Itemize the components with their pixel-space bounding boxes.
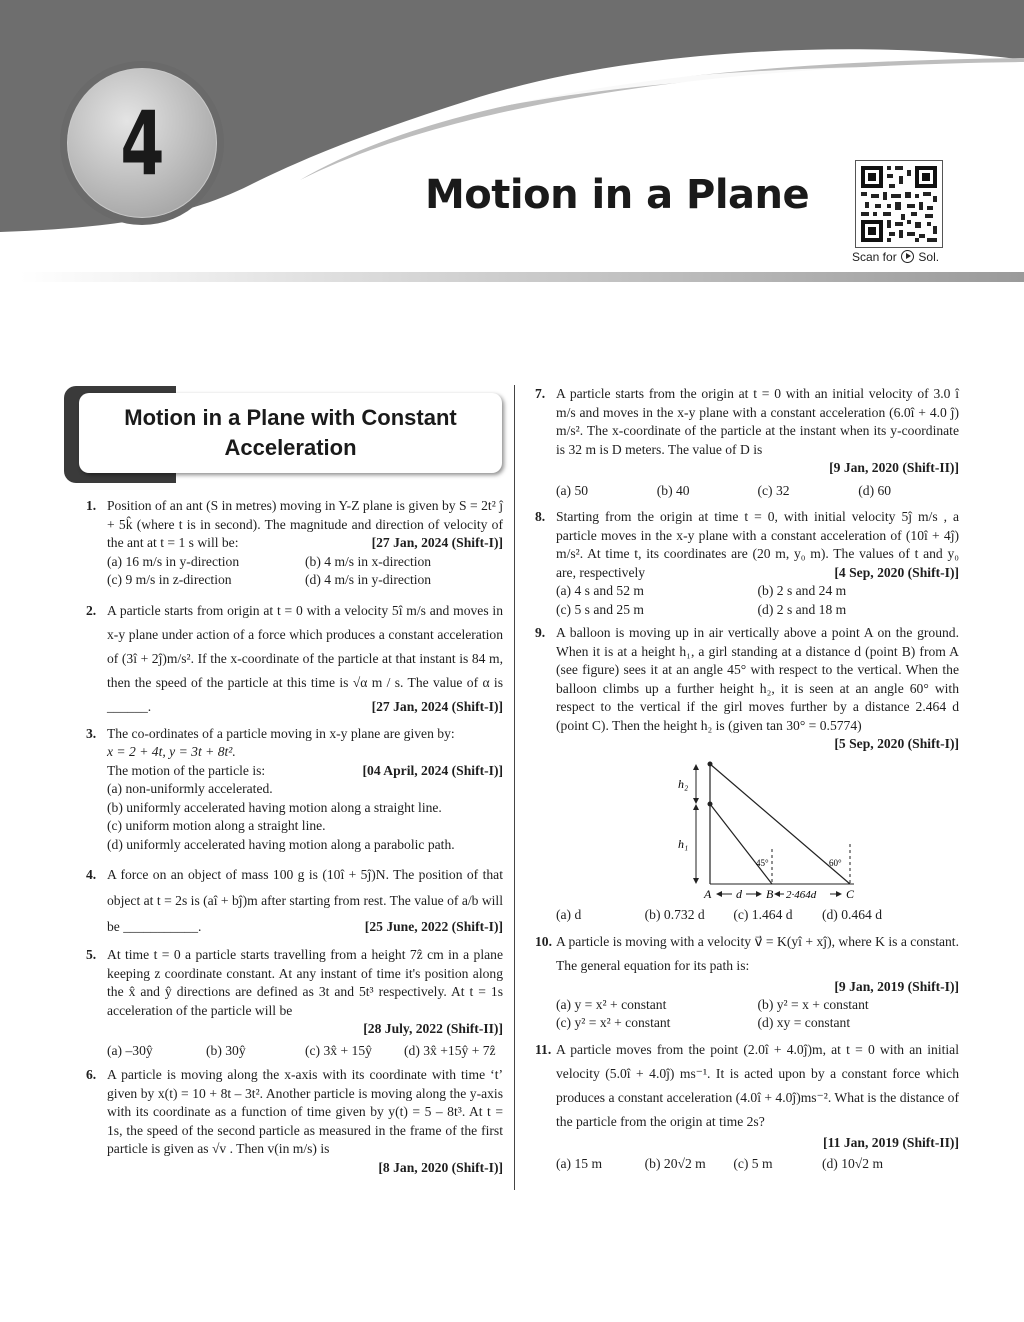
exam-tag: [4 Sep, 2020 (Shift-I)]: [834, 564, 959, 580]
question-text: A particle is moving with a velocity v⃗ = K(yî + xĵ), where K is a constant. The general equation for its path is:: [556, 934, 959, 973]
section-title: Motion in a Plane with Constant Acceleration: [124, 405, 457, 460]
label-A: A: [704, 886, 712, 901]
exam-tag: [25 June, 2022 (Shift-I)]: [364, 919, 503, 934]
option: (d) 0.464 d: [821, 906, 882, 922]
option: (b) 0.732 d: [644, 906, 705, 922]
option: (c) uniform motion along a straight line.: [107, 818, 326, 833]
left-column: [86, 497, 503, 1177]
question-text: Position of an ant (S in metres) moving in Y-Z plane is given by S = 2t² ĵ + 5k̂ (where t is in second). The magnitude and direction of velocity of the ant at t = 1 s will be:: [107, 498, 503, 550]
exam-tag: [5 Sep, 2020 (Shift-I)]: [834, 736, 959, 751]
question-3: [86, 725, 503, 855]
chapter-title: Motion in a Plane: [425, 172, 810, 218]
option: (b) y² = x + constant: [757, 997, 869, 1012]
question-number: 10.: [535, 934, 552, 949]
balloon-figure: [672, 754, 872, 902]
chapter-number: 4: [120, 92, 165, 195]
exam-tag: [04 April, 2024 (Shift-I)]: [362, 762, 503, 778]
question-number: 7.: [535, 386, 546, 401]
label-h2: h₂: [678, 776, 689, 791]
question-8: [535, 508, 959, 619]
qr-caption-right: Sol.: [918, 250, 940, 264]
question-text: A particle starts from origin at t = 0 with a velocity 5î m/s and moves in x-y plane under action of a force which produces a constant acceleration of (3î + 2ĵ)m/s². If the x-coordinate of the particle at that instant is 84 m, then the speed of the particle at this time is √α m / s. The value of α is ______.: [107, 602, 503, 714]
label-h1: h₁: [678, 836, 689, 851]
option: (c) 32: [757, 482, 790, 498]
option: (a) 16 m/s in y-direction: [107, 553, 240, 569]
question-text-2: The motion of the particle is:: [107, 762, 266, 778]
exam-tag: [27 Jan, 2024 (Shift-I)]: [371, 535, 503, 550]
qr-code[interactable]: [855, 160, 943, 248]
label-d: d: [736, 886, 742, 901]
exam-tag: [8 Jan, 2020 (Shift-I)]: [378, 1159, 503, 1175]
option: (c) 9 m/s in z-direction: [107, 572, 232, 587]
question-text: A particle is moving along the x-axis with its coordinate with time ‘t’ given by x(t) = 10 + 8t – 3t². Another particle is moving along the y-axis with its coordinate as a function of time given by y(t) = 5 – 8t³. At t = 1s, the speed of the second particle as measured in the frame of the first particle is given as √v . Then v(in m/s) is: [107, 1067, 503, 1156]
option: (a) d: [556, 906, 582, 922]
label-C: C: [846, 886, 855, 901]
question-number: 2.: [86, 602, 97, 618]
option: (c) 3x̂ + 15ŷ: [305, 1042, 372, 1058]
question-equation: x = 2 + 4t, y = 3t + 8t².: [107, 744, 236, 759]
question-text: A particle moves from the point (2.0î + 4.0ĵ)m, at t = 0 with an initial velocity (5.0î + 4.0ĵ) ms⁻¹. It is acted upon by a constant force which produces a constant acceleration (4.0î + 4.0ĵ)ms⁻². What is the distance of the particle from the origin at time 2s?: [556, 1042, 959, 1129]
question-9: [535, 624, 959, 924]
option: (b) 2 s and 24 m: [757, 583, 847, 598]
play-icon: [901, 250, 914, 263]
question-text: A particle starts from the origin at t = 0 with an initial velocity of 3.0 î m/s and moves in the x-y plane with a constant acceleration (6.0î + 4.0 ĵ) m/s². The x-coordinate of the particle at the instant when its y-coordinate is 32 m is D meters. The value of D is: [556, 386, 959, 457]
question-number: 1.: [86, 498, 97, 513]
question-10: [535, 930, 959, 1032]
question-number: 8.: [535, 509, 546, 524]
question-text: A force on an object of mass 100 g is (10î + 5ĵ)N. The position of that object at t = 2s is (aî + bĵ)m after starting from rest. The value of a/b will be ___________.: [107, 867, 503, 934]
option: (b) 40: [656, 482, 690, 498]
question-11: [535, 1038, 959, 1176]
option: (a) y = x² + constant: [556, 997, 667, 1012]
label-2464d: 2·464d: [786, 888, 817, 901]
option: (d) 3x̂ +15ŷ + 7ẑ: [404, 1042, 496, 1058]
option: (c) 1.464 d: [733, 906, 793, 922]
question-number: 4.: [86, 867, 97, 882]
question-text: The co-ordinates of a particle moving in x-y plane are given by:: [107, 725, 455, 741]
question-6: [86, 1066, 503, 1177]
option: (a) 50: [556, 482, 589, 498]
option: (a) non-uniformly accelerated.: [107, 781, 273, 796]
question-number: 6.: [86, 1067, 97, 1082]
exam-tag: [11 Jan, 2019 (Shift-II)]: [823, 1135, 959, 1150]
option: (d) 10√2 m: [821, 1156, 884, 1171]
section-title-box: [79, 393, 502, 473]
exam-tag: [9 Jan, 2020 (Shift-II)]: [829, 460, 959, 475]
option: (c) y² = x² + constant: [556, 1015, 671, 1030]
column-divider: [514, 385, 515, 1190]
question-number: 5.: [86, 947, 97, 962]
question-number: 9.: [535, 625, 546, 640]
header-rule: [20, 272, 1024, 282]
question-text: A balloon is moving up in air vertically above a point A on the ground. When it is at a height h₁, a girl standing at a distance d (point B) from A (see figure) sees it at an angle 45° with respect to the vertical. When the balloon climbs up a further height h₂, it is seen at an angle 60° with respect to the vertical if the girl moves further by a distance 2.464 d (point C). Then the height h₂ is (given tan 30° = 0.5774): [556, 625, 959, 733]
label-angle-45: 45°: [756, 857, 769, 868]
exam-tag: [28 July, 2022 (Shift-II)]: [363, 1021, 503, 1036]
question-text: Starting from the origin at time t = 0, with initial velocity 5ĵ m/s , a particle moves in the x-y plane with a constant acceleration of (10î + 4ĵ) m/s². At time t, its coordinates are (20 m, y₀ m). The values of t and y₀ are, respectively: [556, 509, 959, 580]
option: (a) –30ŷ: [107, 1042, 153, 1058]
option: (c) 5 s and 25 m: [556, 601, 644, 617]
option: (b) 4 m/s in x-direction: [305, 553, 432, 569]
question-2: [86, 599, 503, 719]
option: (d) 60: [858, 482, 892, 498]
label-angle-60: 60°: [829, 857, 842, 868]
option: (d) xy = constant: [757, 1015, 851, 1030]
question-5: [86, 946, 503, 1060]
option: (a) 15 m: [556, 1156, 603, 1171]
option: (a) 4 s and 52 m: [556, 583, 644, 598]
question-number: 11.: [535, 1042, 552, 1057]
question-4: [86, 862, 503, 940]
question-1: [86, 497, 503, 590]
exam-tag: [27 Jan, 2024 (Shift-I)]: [371, 698, 503, 714]
option: (b) 20√2 m: [644, 1156, 706, 1171]
qr-caption-left: Scan for: [852, 250, 897, 264]
option: (b) uniformly accelerated having motion along a straight line.: [107, 799, 442, 815]
option: (c) 5 m: [733, 1156, 773, 1171]
option: (d) uniformly accelerated having motion along a parabolic path.: [107, 836, 455, 852]
qr-code-icon: [856, 161, 942, 247]
qr-caption: [852, 250, 939, 264]
option: (d) 4 m/s in y-direction: [305, 572, 432, 587]
exam-tag: [9 Jan, 2019 (Shift-I)]: [834, 979, 959, 994]
question-text: At time t = 0 a particle starts travelling from a height 7ẑ cm in a plane keeping z coordinate constant. At any instant of time it's position along the x̂ and ŷ directions are defined as 3t and 5t³ respectively. At t = 1s acceleration of the particle will be: [107, 947, 503, 1018]
option: (d) 2 s and 18 m: [757, 601, 847, 617]
question-7: [535, 385, 959, 500]
option: (b) 30ŷ: [206, 1042, 246, 1058]
right-column: [535, 385, 959, 1176]
label-B: B: [766, 886, 774, 901]
question-number: 3.: [86, 725, 97, 741]
